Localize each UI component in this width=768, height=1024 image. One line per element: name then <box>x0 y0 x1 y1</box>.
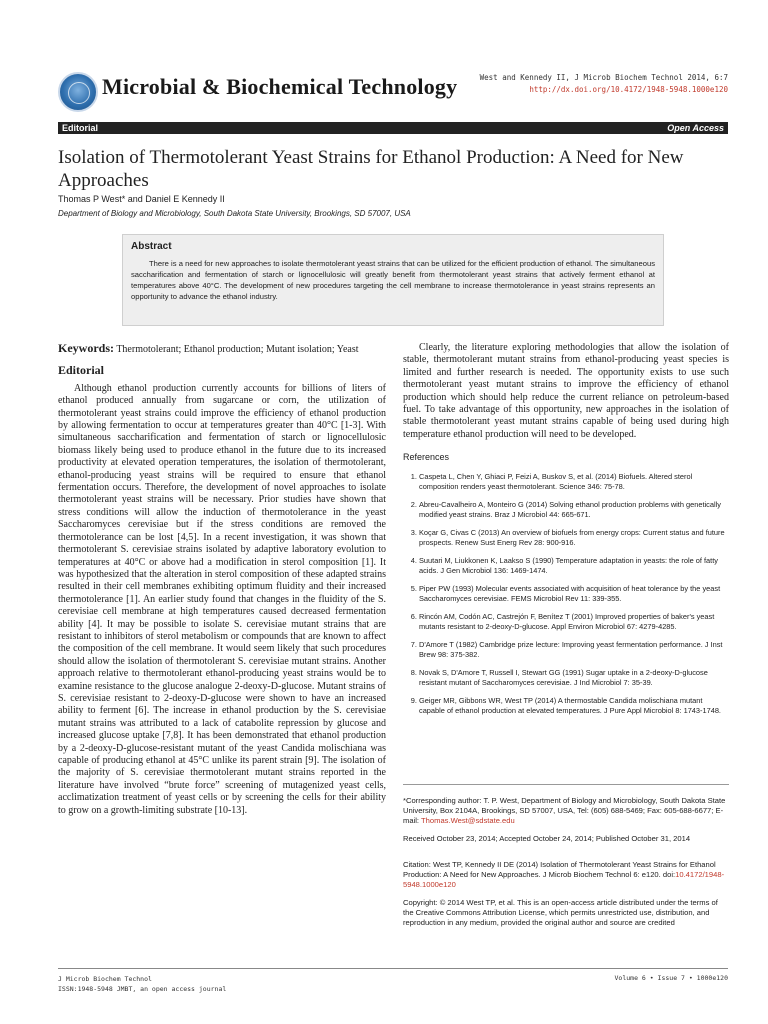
references-heading: References <box>403 452 450 463</box>
footer-volume: Volume 6 • Issue 7 • 1000e120 <box>614 974 728 982</box>
article-type-label: Editorial <box>62 123 99 133</box>
citation-note <box>403 860 729 890</box>
article-title: Isolation of Thermotolerant Yeast Strains for Ethanol Production: A Need for New Approaches <box>58 147 684 191</box>
abstract-box <box>122 234 664 326</box>
left-column <box>58 342 386 817</box>
journal-title: Microbial & Biochemical Technology <box>102 74 458 99</box>
citation-header <box>480 72 728 96</box>
citation-text: Citation: West TP, Kennedy II DE (2014) Isolation of Thermotolerant Yeast Strains for Ethanol Production: A Need for New Approaches. J Microb Biochem Technol 6: e120. doi: <box>403 860 716 879</box>
editorial-paragraph-1: Although ethanol production currently accounts for billions of liters of ethanol produced annually from sugarcane or corn, the utilization of thermotolerant yeast strains could improve the efficiency of ethanol production by allowing fermentation to occur at temperatures greater than 40°C [1-3]. With simultaneous saccharification and fermentation of starch or lignocellulosic biomass likely being used to produce ethanol in the future due to its increased productivity at elevated operation temperatures, the isolation of thermotolerant, ethanol-producing yeast strains will be required to ensure that ethanol fermentation occurs. Therefore, the development of novel approaches to isolate thermotolerant yeast strains will be necessary. Prior studies have shown that stress conditions will allow the induction of thermotolerance in the yeast Saccharomyces cerevisiae but if the stress conditions are removed the thermotolerance can be lost [4,5]. In a recent investigation, it was shown that thermotolerant S. cerevisiae strains isolated by adaptive laboratory evolution to temperatures at 40°C or above had a modification in sterol composition [1]. It was hypothesized that the alteration in sterol composition of these adapted strains resulted in their cell membranes exhibiting optimum fluidity and their increased thermotolerance [1]. An earlier study found that changes in the fluidity of the S. cerevisiae cell membrane at high temperatures caused decreased fermentation ability [4]. It may be possible to isolate S. cerevisiae mutant strains that are resistant to inhibitors of sterol metabolism or compounds that are known to affect the composition of the cell membrane. It would seem likely that such procedures should allow the isolation of thermotolerant S. cerevisiae mutant strains. Another approach relative to thermotolerant ethanol-producing yeast strains would be to examine resistance to the glucose analogue 2-deoxy-D-glucose. Mutant strains of S. cerevisiae resistant to 2-deoxy-D-glucose were shown to have an increased ability to ferment [6]. The increase in ethanol production by the S. cerevisiae mutant strains was attributed to a lack of catabolite repression by glucose and increased glucose uptake [7,8]. It has been demonstrated that ethanol production by a 2-deoxy-D-glucose-resistant mutant of the yeast Candida molischiana was capable of producing ethanol at 45°C unlike its parent strain [9]. The isolation of the majority of S. cerevisiae thermotolerant mutant strains reported in the literature have involved “brute force” screening of mutagenized yeast cells, acclimatization treatment of yeast cells or by screening the cells for their ability to grow on a growth-limiting substrate [10-13]. <box>58 382 386 816</box>
reference-item: 7. D'Amore T (1982) Cambridge prize lecture: Improving yeast fermentation performance. J Inst Brew 98: 375-382. <box>419 640 729 660</box>
keywords <box>58 342 386 356</box>
citation-line: West and Kennedy II, J Microb Biochem Technol 2014, 6:7 <box>479 73 728 82</box>
reference-item: 8. Novak S, D'Amore T, Russell I, Stewart GG (1991) Sugar uptake in a 2-deoxy-D-glucose resistant mutant of Saccharomyces cerevisiae. J Ind Microbiol 7: 35-39. <box>419 668 729 688</box>
reference-item: 5. Piper PW (1993) Molecular events associated with acquisition of heat tolerance by the yeast Saccharomyces cerevisiae. FEMS Microbiol Rev 11: 339-355. <box>419 584 729 604</box>
reference-item: 3. Koçar G, Civas C (2013) An overview of biofuels from energy crops: Current status and future prospects. Renew Sust Energ Rev 28: 900-916. <box>419 528 729 548</box>
article-type-bar <box>58 122 728 134</box>
open-access-label: Open Access <box>667 123 724 133</box>
footer-journal-info <box>58 974 226 994</box>
editorial-paragraph-2: Clearly, the literature exploring methodologies that allow the isolation of stable, thermotolerant mutant strains from ethanol-producing yeast species is limited and further research is needed. The opportunity exists to use such thermotolerant yeast mutant strains to improve the efficiency of ethanol production which should help reduce the current reliance on petroleum-based fuel. To take advantage of this opportunity, new approaches in the isolation of stable thermotolerant yeast mutant strains capable of being used during high temperature ethanol production will need to be developed. <box>403 342 729 440</box>
publication-dates: Received October 23, 2014; Accepted October 24, 2014; Published October 31, 2014 <box>403 834 691 843</box>
article-authors: Thomas P West* and Daniel E Kennedy II <box>58 194 225 204</box>
keywords-label: Keywords: <box>58 341 114 355</box>
references-list <box>403 472 729 716</box>
copyright-note: Copyright: © 2014 West TP, et al. This is an open-access article distributed under the terms of the Creative Commons Attribution License, which permits unrestricted use, distribution, and reproduction in any medium, provided the original author and source are credited <box>403 898 718 927</box>
footer-journal-name: J Microb Biochem Technol <box>58 975 152 983</box>
footnote-divider <box>403 784 729 785</box>
editorial-heading: Editorial <box>58 363 105 378</box>
reference-item: 6. Rincón AM, Codón AC, Castrejón F, Benítez T (2001) Improved properties of baker's yeast mutants resistant to 2-deoxy-D-glucose. Appl Environ Microbiol 67: 4279-4285. <box>419 612 729 632</box>
keywords-text: Thermotolerant; Ethanol production; Mutant isolation; Yeast <box>116 344 359 355</box>
right-column <box>403 342 729 724</box>
reference-item: 9. Geiger MR, Gibbons WR, West TP (2014) A thermostable Candida molischiana mutant capable of ethanol production at elevated temperatures. J Pure Appl Microbiol 8: 1743-1748. <box>419 696 729 716</box>
doi-link[interactable]: http://dx.doi.org/10.4172/1948-5948.1000e120 <box>529 85 728 94</box>
abstract-text: There is a need for new approaches to isolate thermotolerant yeast strains that can be utilized for the efficient production of ethanol. The simultaneous saccharification and fermentation of starch or lignocellulosic will greatly benefit from thermotolerant yeast strains that actively ferment ethanol at temperatures above 40°C. The development of new procedures targeting the cell membrane to increase thermotolerance in yeast strains represents an opportunity to advance the ethanol industry. <box>131 259 655 301</box>
abstract-heading: Abstract <box>131 241 172 252</box>
correspondence-note <box>403 796 729 826</box>
reference-item: 2. Abreu-Cavalheiro A, Monteiro G (2014) Solving ethanol production problems with genetically modified yeast strains. Braz J Microbiol 44: 665-671. <box>419 500 729 520</box>
reference-item: 1. Caspeta L, Chen Y, Ghiaci P, Feizi A, Buskov S, et al. (2014) Biofuels. Altered sterol composition renders yeast thermotolerant. Science 346: 75-78. <box>419 472 729 492</box>
author-email-link[interactable]: Thomas.West@sdstate.edu <box>421 816 515 825</box>
journal-logo-icon <box>58 72 98 112</box>
footer-issn: ISSN:1948-5948 JMBT, an open access journal <box>58 985 227 993</box>
correspondence-text: *Corresponding author: T. P. West, Department of Biology and Microbiology, South Dakota State University, Box 2104A, Brookings, SD 57007, USA, Tel: (605) 688-5469; Fax: 605-688-6677; E-mail: <box>403 796 726 825</box>
footer-divider <box>58 968 728 969</box>
article-affiliation: Department of Biology and Microbiology, South Dakota State University, Brookings, SD 57007, USA <box>58 209 411 218</box>
citation-doi-link[interactable]: 10.4172/1948-5948.1000e120 <box>403 870 725 889</box>
reference-item: 4. Suutari M, Liukkonen K, Laakso S (1990) Temperature adaptation in yeasts: the role of fatty acids. J Gen Microbiol 136: 1469-1474. <box>419 556 729 576</box>
